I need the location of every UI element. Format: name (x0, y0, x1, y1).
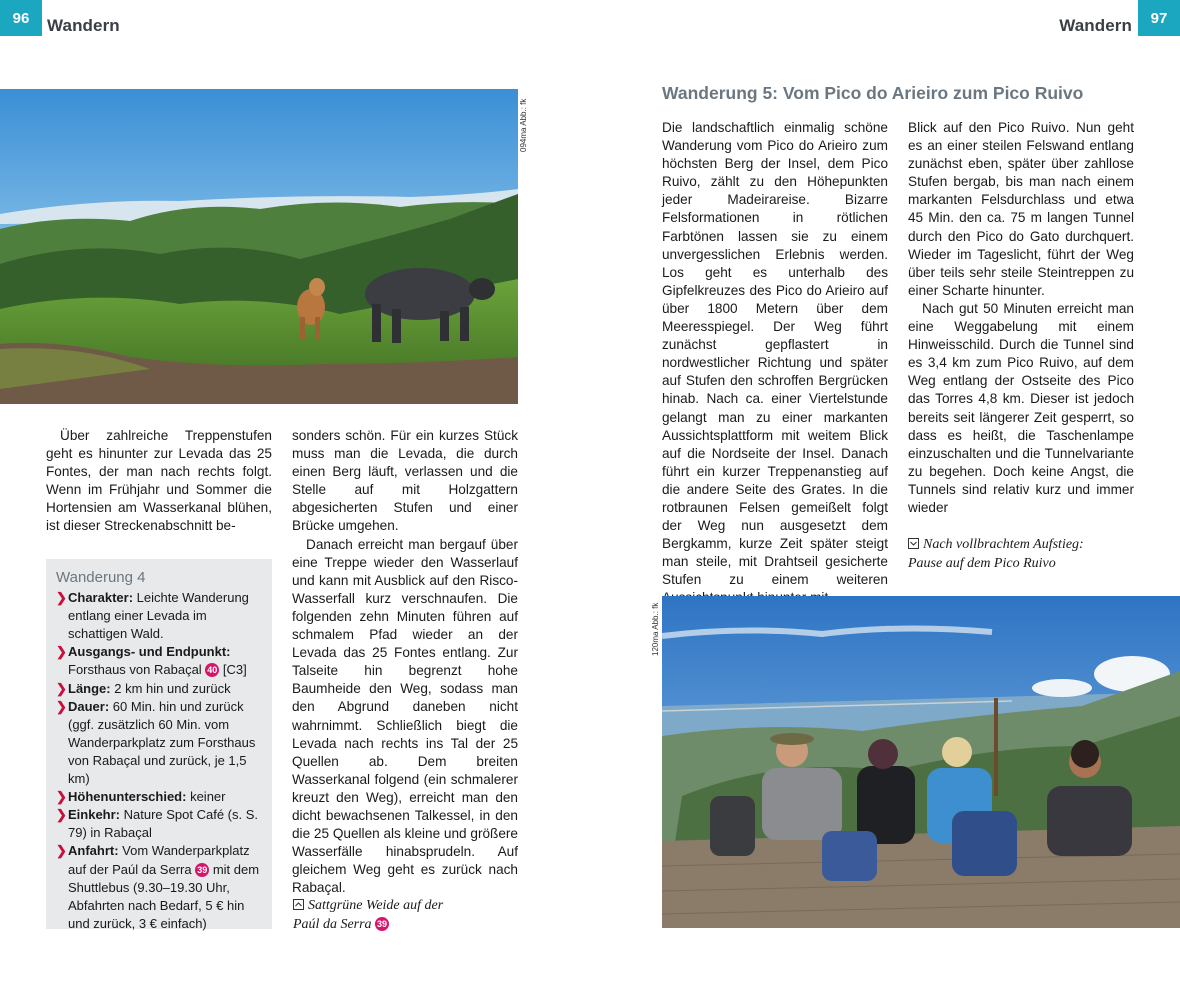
caption-down-icon (908, 538, 919, 549)
chevron-right-icon: ❯ (56, 698, 67, 714)
info-text: [C3] (219, 662, 247, 678)
info-box-title: Wanderung 4 (56, 569, 146, 586)
paragraph: Danach erreicht man bergauf über eine Treppe wieder den Wasserlauf und kann mit Ausblick auf den Risco-Wasserfall kurz verschnaufen. Die folgenden zehn Minuten führen auf schmalem Pfad wieder an der Levada das 25 Fontes entlang. Zur Talseite hin begrenzt hohe Baumheide den Weg, sodass man den Abgrund daneben nicht wahrnimmt. Schließlich biegt die Levada nach rechts ins Tal der 25 Quellen ab. Dem breiten Wasserkanal folgend (ein schmalerer kreuzt den Weg), erreicht man den dicht bewachsenen Talkessel, in den die 25 Quellen als kleine und größere Wasserfälle hinabsprudeln. Auf gleichem Weg geht es zurück nach Rabaçal. (292, 536, 518, 896)
running-head-left: Wandern (47, 16, 120, 35)
info-item-ausgangspunkt (56, 643, 262, 679)
caption-text: Paúl da Serra (293, 916, 372, 932)
chevron-right-icon: ❯ (56, 644, 67, 660)
caption-left (293, 897, 513, 934)
info-label: Höhenunterschied: (68, 789, 187, 805)
info-text: mit dem Shuttlebus (9.30–19.30 Uhr, Abfahrten nach Bedarf, 5 € hin und zurück, 3 € einfach) (68, 861, 260, 931)
running-head-right: Wandern (1059, 16, 1132, 35)
caption-right (908, 536, 1134, 573)
paragraph: Blick auf den Pico Ruivo. Nun geht es an einer steilen Felswand entlang zunächst eben, später über zahllose Stufen bergab, bis man nach einem markanten Felsdurchlass und etwa 45 Min. den ca. 75 m langen Tunnel durch den Pico do Gato durchquert. Wieder im Tageslicht, führt der Weg über teils sehr steile Steintreppen zu einer Scharte hinunter. (908, 120, 1134, 298)
info-label: Dauer: (68, 698, 110, 714)
right-column-1 (662, 119, 888, 608)
info-item-einkehr (56, 806, 262, 842)
map-badge: 40 (207, 665, 218, 676)
info-label: Einkehr: (68, 807, 121, 823)
chevron-right-icon: ❯ (56, 843, 67, 859)
photo-cows-pasture (0, 89, 518, 404)
map-badge: 39 (197, 864, 208, 875)
info-item-dauer (56, 698, 262, 788)
chevron-right-icon: ❯ (56, 807, 67, 823)
page-number-left: 96 (0, 0, 42, 36)
left-column-2 (292, 427, 518, 897)
info-item-charakter (56, 589, 262, 643)
info-box-wanderung-4 (46, 559, 272, 929)
paragraph: Die landschaftlich einmalig schöne Wanderung vom Pico do Arieiro zum höchsten Berg der Insel, dem Pico Ruivo, zählt zu den Höhepunkten jeder Madeirareise. Bizarre Felsformationen in rötlichen Farbtönen lassen sie zu einem unvergesslichen Erlebnis werden. Los geht es unterhalb des Gipfelkreuzes des Pico do Arieiro auf über 1800 Metern über dem Meeresspiegel. Der Weg führt zunächst gepflastert in nordwestlicher Richtung und später auf Stufen den schroffen Bergrücken hinab. Nach ca. einer Viertelstunde gelangt man zu einer markanten Aussichtsplattform mit weitem Blick auf die Nordseite der Insel. Danach führt ein kurzer Treppenanstieg auf die andere Seite des Grates. In die rotbraunen Felsen gemeißelt folgt der Weg nun ausgesetzt dem Bergkamm, kurze Zeit später steigt man steile, mit Drahtseil gesicherte Stufen zu einem weiteren (662, 120, 888, 588)
caption-up-icon (293, 899, 304, 910)
chevron-right-icon: ❯ (56, 590, 67, 606)
cows-pasture-illustration (0, 89, 518, 404)
info-text: Forsthaus von Rabaçal (68, 662, 202, 678)
photo-credit-left: 094ma Abb.: fk (519, 98, 528, 152)
left-column-1 (46, 427, 272, 536)
chevron-right-icon: ❯ (56, 680, 67, 696)
photo-credit-right: 120ma Abb.: fk (651, 602, 660, 656)
info-text: Nature Spot Café (s. S. 79) in Rabaçal (68, 807, 259, 841)
right-column-2 (908, 119, 1134, 517)
info-item-anfahrt (56, 842, 262, 932)
info-text: Vom Wanderparkplatz auf der Paúl da Serra (68, 843, 250, 877)
info-text: keiner (186, 789, 226, 805)
info-label: Anfahrt: (68, 843, 119, 859)
paragraph: Über zahlreiche Treppenstufen geht es hinunter zur Levada das 25 Fontes, der man nach rechts folgt. Wenn im Frühjahr und Sommer die Hortensien am Wasserkanal blühen, ist dieser Streckenabschnitt be- (46, 428, 272, 534)
info-text: Leichte Wanderung entlang einer Levada im schattigen Wald. (68, 590, 249, 642)
info-text: 2 km hin und zurück (110, 680, 231, 696)
paragraph: sonders schön. Für ein kurzes Stück muss man die Levada, die durch einen Berg läuft, verlassen und die Stelle auf mit Holzgattern abgesicherten Stufen und einer Brücke umgehen. (292, 428, 518, 534)
section-title: Wanderung 5: Vom Pico do Arieiro zum Pico Ruivo (662, 83, 1084, 103)
map-badge: 39 (377, 918, 388, 929)
caption-text: Nach vollbrachtem Aufstieg: (923, 537, 1084, 552)
info-item-hoehenunterschied (56, 788, 262, 806)
info-label: Ausgangs- und Endpunkt: (68, 644, 231, 660)
caption-text: Pause auf dem Pico Ruivo (908, 555, 1056, 571)
chevron-right-icon: ❯ (56, 789, 67, 805)
photo-hikers-summit (662, 596, 1180, 928)
paragraph: Nach gut 50 Minuten erreicht man eine Weggabelung mit einem Hinweisschild. Durch die Tunnel sind es 3,4 km zum Pico Ruivo, auf dem Weg entlang der Ostseite des Pico das Torres 4,8 km. Dieser ist jedoch bereits seit längerer Zeit gesperrt, so dass es heißt, die Taschenlampe einzuschalten und die Tunnelvariante zu begehen. Doch keine Angst, die Tunnels sind relativ kurz und immer wieder (908, 300, 1134, 515)
page-number-right: 97 (1138, 0, 1180, 36)
info-label: Charakter: (68, 590, 134, 606)
caption-text: Sattgrüne Weide auf der (308, 898, 444, 913)
info-text: 60 Min. hin und zurück (ggf. zusätzlich 60 Min. vom Wanderparkplatz zum Forsthaus von Rabaçal und zurück, je 1,5 km) (68, 698, 256, 787)
info-item-laenge (56, 680, 262, 698)
info-label: Länge: (68, 680, 111, 696)
hikers-summit-illustration (662, 596, 1180, 928)
